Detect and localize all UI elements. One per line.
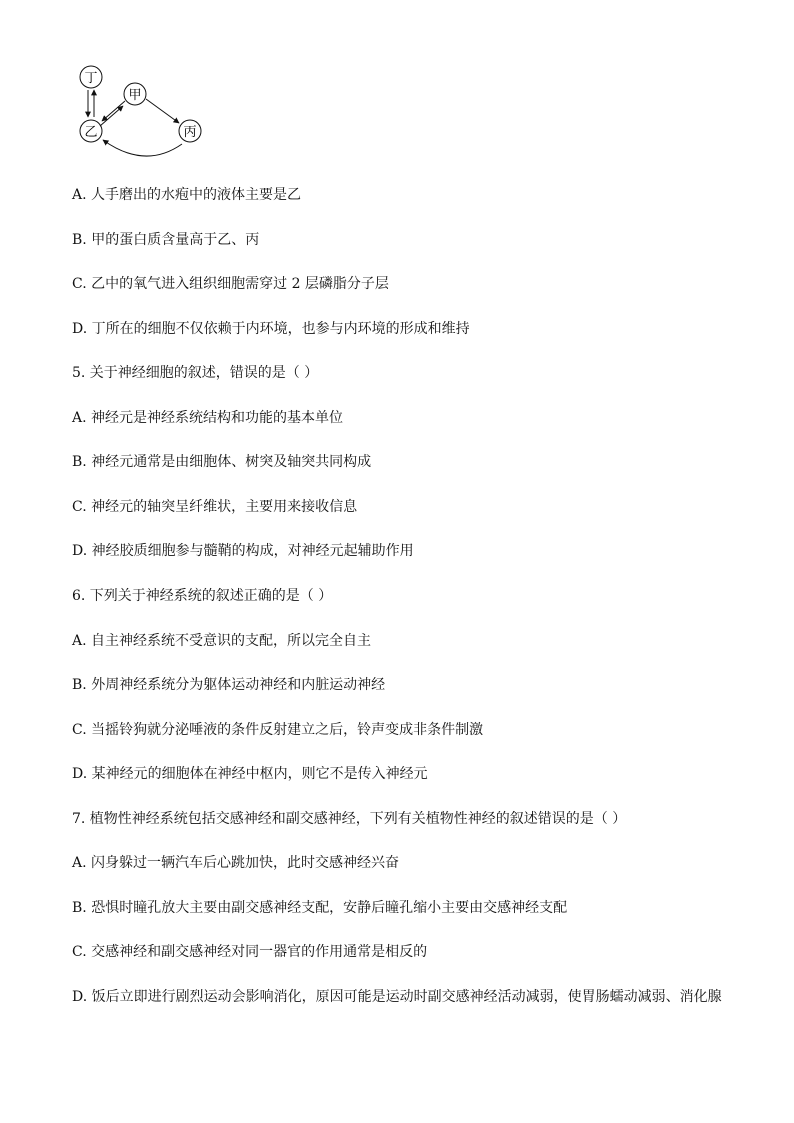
q6-stem: 6. 下列关于神经系统的叙述正确的是（ ） bbox=[72, 588, 333, 604]
q7-option-a: A. 闪身躲过一辆汽车后心跳加快，此时交感神经兴奋 bbox=[72, 855, 400, 871]
node-jia-label: 甲 bbox=[128, 88, 142, 103]
q7-option-b: B. 恐惧时瞳孔放大主要由副交感神经支配，安静后瞳孔缩小主要由交感神经支配 bbox=[72, 900, 568, 916]
node-bing-label: 丙 bbox=[183, 125, 197, 140]
arrow-jia-to-bing bbox=[146, 99, 179, 123]
q6-option-b: B. 外周神经系统分为躯体运动神经和内脏运动神经 bbox=[72, 677, 386, 693]
arrow-yi-to-jia bbox=[100, 106, 123, 126]
q4-option-c: C. 乙中的氧气进入组织细胞需穿过 2 层磷脂分子层 bbox=[72, 276, 389, 292]
q5-option-d: D. 神经胶质细胞参与髓鞘的构成，对神经元起辅助作用 bbox=[72, 543, 414, 559]
q6-option-d: D. 某神经元的细胞体在神经中枢内，则它不是传入神经元 bbox=[72, 766, 428, 782]
q7-stem: 7. 植物性神经系统包括交感神经和副交感神经，下列有关植物性神经的叙述错误的是（ ） bbox=[72, 811, 627, 827]
body-fluid-diagram bbox=[70, 60, 220, 165]
arrow-jia-to-yi bbox=[102, 101, 125, 121]
q6-option-c: C. 当摇铃狗就分泌唾液的条件反射建立之后，铃声变成非条件制激 bbox=[72, 722, 484, 738]
q5-stem: 5. 关于神经细胞的叙述，错误的是（ ） bbox=[72, 365, 319, 381]
q6-option-a: A. 自主神经系统不受意识的支配，所以完全自主 bbox=[72, 633, 372, 649]
q4-option-d: D. 丁所在的细胞不仅依赖于内环境，也参与内环境的形成和维持 bbox=[72, 321, 470, 337]
node-ding bbox=[80, 66, 102, 88]
node-ding-label: 丁 bbox=[84, 71, 98, 86]
node-bing bbox=[179, 120, 201, 142]
arrow-bing-to-yi bbox=[103, 140, 182, 156]
q7-option-d: D. 饭后立即进行剧烈运动会影响消化，原因可能是运动时副交感神经活动减弱，使胃肠蠕动减弱、消化腺 bbox=[72, 989, 722, 1005]
q7-option-c: C. 交感神经和副交感神经对同一器官的作用通常是相反的 bbox=[72, 944, 428, 960]
node-jia bbox=[124, 83, 146, 105]
node-yi bbox=[80, 120, 102, 142]
q5-option-b: B. 神经元通常是由细胞体、树突及轴突共同构成 bbox=[72, 454, 372, 470]
node-yi-label: 乙 bbox=[84, 125, 98, 140]
q4-option-b: B. 甲的蛋白质含量高于乙、丙 bbox=[72, 232, 260, 248]
q4-option-a: A. 人手磨出的水疱中的液体主要是乙 bbox=[72, 187, 302, 203]
q5-option-a: A. 神经元是神经系统结构和功能的基本单位 bbox=[72, 410, 344, 426]
q5-option-c: C. 神经元的轴突呈纤维状，主要用来接收信息 bbox=[72, 499, 358, 515]
